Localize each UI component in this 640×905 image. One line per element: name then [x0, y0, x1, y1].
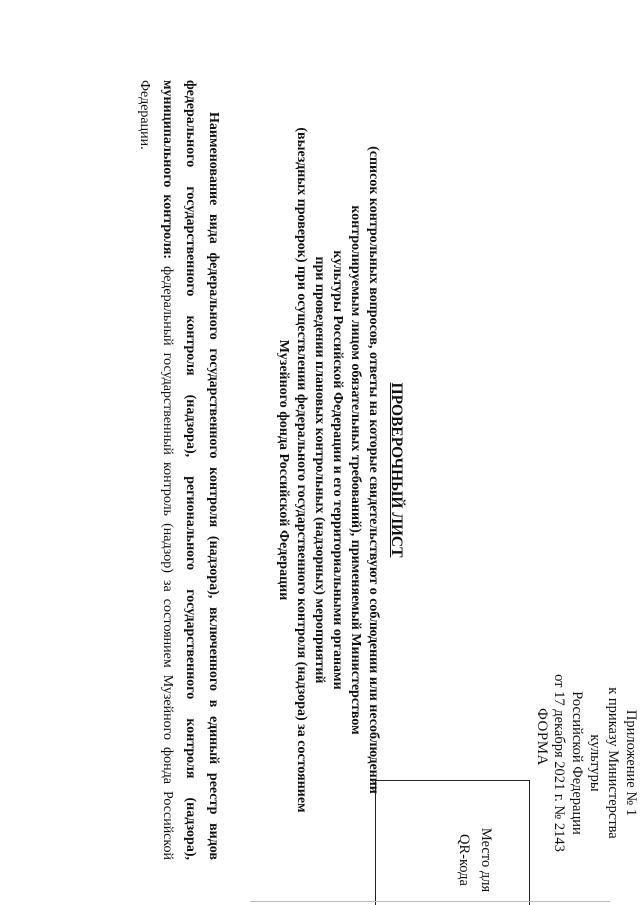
document-title: ПРОВЕРОЧНЫЙ ЛИСТ: [388, 382, 405, 558]
subtitle-line: культуры Российской Федерации и его территориальными органами: [330, 250, 345, 690]
annex-line-1: Приложение № 1: [623, 709, 639, 817]
form-label: ФОРМА: [534, 708, 550, 766]
control-type-label: Наименование вида федерального государственного контроля (надзора), включенного в единый реестр видов федерального государственного контроля (надзора), регионального государственного контроля (надзора), муниципального контроля:: [160, 80, 221, 860]
annex-line-2: к приказу Министерства культуры: [587, 687, 621, 839]
qr-text-line-2: QR-кода: [456, 834, 472, 886]
subtitle-line: (выездных проверок) при осуществлении федерального государственного контроля (надзора) за состоянием: [294, 127, 309, 813]
scan-edge-line: [250, 901, 610, 902]
control-type-paragraph: [133, 80, 225, 860]
qr-text-line-1: Место для: [478, 827, 494, 893]
annex-line-4: от 17 декабря 2021 г. № 2143: [551, 674, 567, 852]
subtitle-line: Музейного фонда Российской Федерации: [276, 339, 291, 601]
subtitle-line: при проведении плановых контрольных (надзорных) мероприятий: [312, 256, 327, 684]
document-subtitle: [274, 80, 382, 860]
annex-header: [550, 658, 640, 868]
qr-placeholder-text: [453, 781, 497, 905]
annex-line-3: Российской Федерации: [569, 691, 585, 835]
subtitle-line: контролируемым лицом обязательных требований), применяемый Министерством: [348, 205, 363, 735]
subtitle-line: (список контрольных вопросов, ответы на которые свидетельствуют о соблюдении или несоблюдении: [366, 146, 381, 794]
rotated-content: [65, 80, 640, 893]
control-type-value: федеральный государственный контроль (надзор) за состоянием Музейного фонда Российской Федерации.: [137, 80, 175, 860]
